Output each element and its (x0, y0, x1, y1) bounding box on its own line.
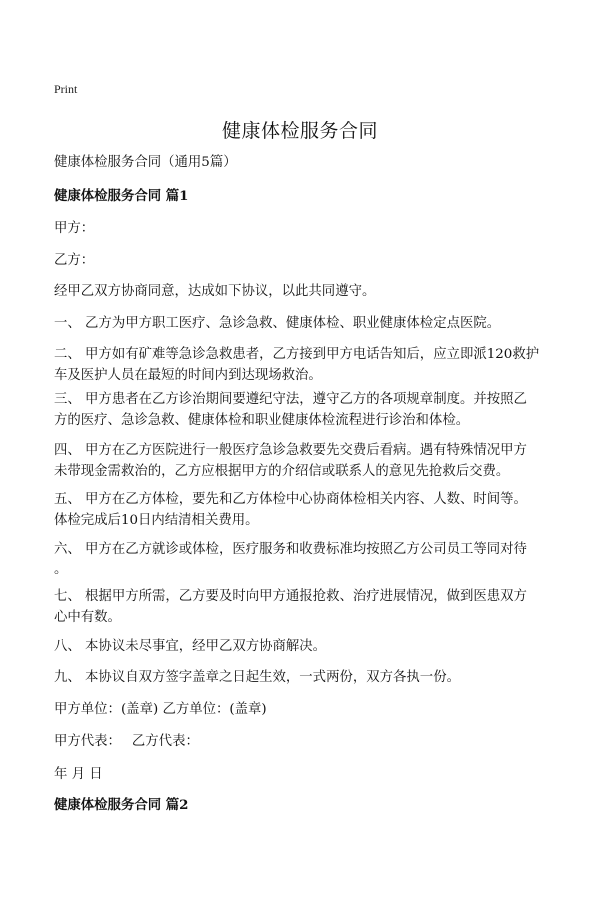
party-a-line: 甲方： (54, 221, 95, 236)
clause-3-line-2: 方的医疗、急诊急救、健康体检和职业健康体检流程进行诊治和体检。 (54, 413, 470, 428)
clause-8: 八、 本协议未尽事宜，经甲乙双方协商解决。 (54, 639, 327, 654)
clause-5-line-2: 体检完成后10日内结清相关费用。 (54, 513, 259, 528)
clause-4-line-1: 四、 甲方在乙方医院进行一般医疗急诊急救要先交费后看病。遇有特殊情况甲方 (54, 443, 527, 458)
print-label: Print (54, 82, 78, 96)
page-title: 健康体检服务合同 (221, 120, 378, 142)
signature-units: 甲方单位：(盖章) 乙方单位：(盖章) (54, 702, 267, 717)
subtitle: 健康体检服务合同（通用5篇） (54, 155, 237, 170)
clause-7-line-1: 七、 根据甲方所需，乙方要及时向甲方通报抢救、治疗进展情况，做到医患双方 (54, 589, 527, 604)
clause-6-line-1: 六、 甲方在乙方就诊或体检，医疗服务和收费标准均按照乙方公司员工等同对待 (54, 542, 527, 557)
clause-2-line-1: 二、 甲方如有矿难等急诊急救患者，乙方接到甲方电话告知后，应立即派120救护 (54, 347, 540, 362)
section-heading-1: 健康体检服务合同 篇1 (54, 188, 189, 204)
clause-4-line-2: 未带现金需救治的，乙方应根据甲方的介绍信或联系人的意见先抢救后交费。 (54, 464, 510, 479)
clause-6-line-2: 。 (54, 562, 68, 577)
intro-paragraph: 经甲乙双方协商同意，达成如下协议，以此共同遵守。 (54, 284, 376, 299)
clause-2-line-2: 车及医护人员在最短的时间内到达现场救治。 (54, 368, 322, 383)
clause-3-line-1: 三、 甲方患者在乙方诊治期间要遵纪守法，遵守乙方的各项规章制度。并按照乙 (54, 392, 527, 407)
party-b-line: 乙方： (54, 253, 95, 268)
signature-date: 年 月 日 (54, 767, 103, 782)
signature-representatives: 甲方代表： 乙方代表： (54, 734, 199, 749)
clause-9: 九、 本协议自双方签字盖章之日起生效，一式两份，双方各执一份。 (54, 670, 460, 685)
clause-5-line-1: 五、 甲方在乙方体检，要先和乙方体检中心协商体检相关内容、人数、时间等。 (54, 492, 527, 507)
clause-1: 一、 乙方为甲方职工医疗、急诊急救、健康体检、职业健康体检定点医院。 (54, 316, 501, 331)
clause-7-line-2: 心中有数。 (54, 610, 121, 625)
section-heading-2: 健康体检服务合同 篇2 (54, 797, 189, 813)
